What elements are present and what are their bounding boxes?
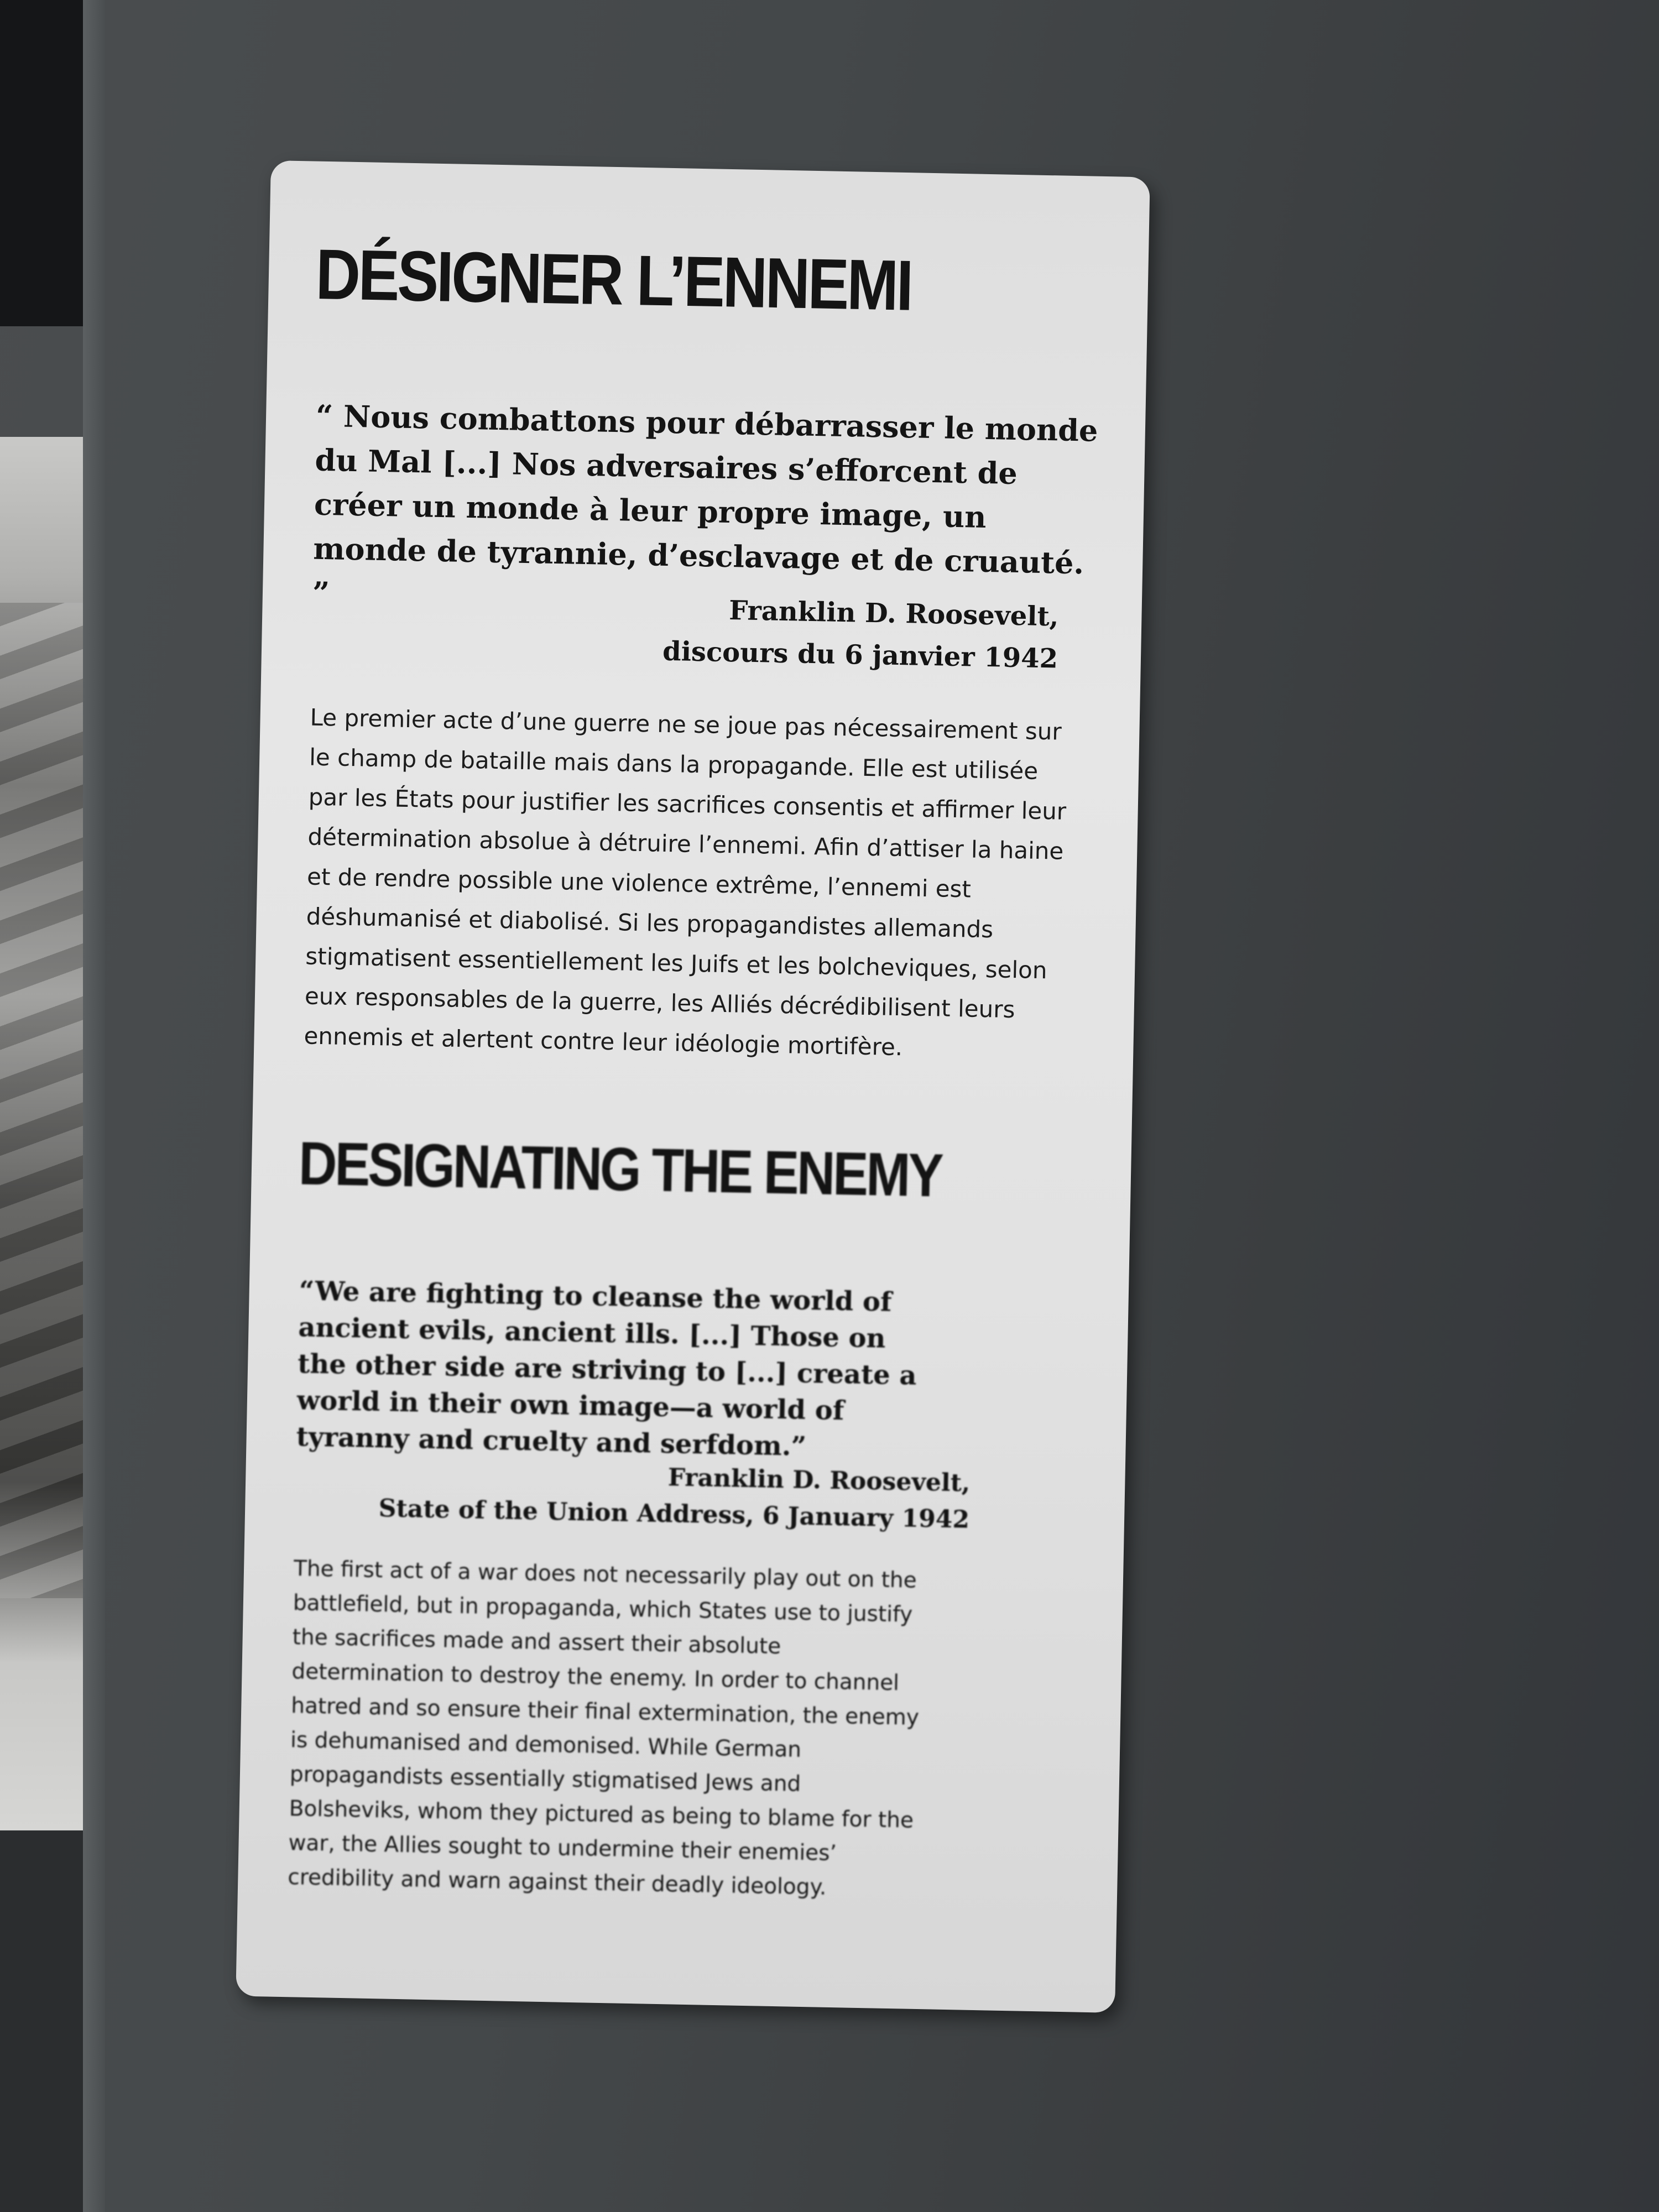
- attribution-en-source: State of the Union Address, 6 January 1942: [378, 1494, 970, 1534]
- panel-title-en: DESIGNATING THE ENEMY: [298, 1129, 942, 1210]
- pillar-edge: [83, 0, 105, 2212]
- panel-title-fr: DÉSIGNER L’ENNEMI: [315, 234, 912, 326]
- quote-fr: “ Nous combattons pour débarrasser le monde du Mal [...] Nos adversaires s’efforcent de créer un monde à leur propre image, un monde de tyrannie, d’esclavage et de cruauté. ”: [312, 398, 1099, 611]
- background-photograph: [0, 437, 97, 1830]
- body-text-fr: Le premier acte d’une guerre ne se joue pas nécessairement sur le champ de bataille mais dans la propagande. Elle est utilisée par les États pour justifier les sacrifices consentis et affirmer leur détermination absolue à détruire l’ennemi. Afin d’attiser la haine et de rendre possible une violence extrême, l’ennemi est déshumanisé et diabolisé. Si les propagandistes allemands stigmatisent essentiellement les Juifs et les bolcheviques, selon eux responsables de la guerre, les Alliés décrédibilisent leurs ennemis et alertent contre leur idéologie mortifère.: [304, 703, 1067, 1061]
- attribution-fr-source: discours du 6 janvier 1942: [662, 635, 1058, 675]
- attribution-fr: [662, 588, 1059, 680]
- photograph-crowd-detail: [0, 603, 97, 1598]
- dark-display-case: [0, 0, 83, 326]
- attribution-fr-name: Franklin D. Roosevelt,: [728, 595, 1059, 633]
- exhibit-info-panel: [236, 160, 1150, 2013]
- body-text-en: The first act of a war does not necessarily play out on the battlefield, but in propaganda, which States use to justify the sacrifices made and assert their absolute determination to destroy the enemy. In order to channel hatred and so ensure their final extermination, the enemy is dehumanised and demonised. While German propagandists essentially stigmatised Jews and Bolsheviks, whom they pictured as being to blame for the war, the Allies sought to undermine their enemies’ credibility and warn against their deadly ideology.: [287, 1556, 920, 1900]
- attribution-en: [378, 1454, 971, 1538]
- attribution-en-name: Franklin D. Roosevelt,: [667, 1463, 971, 1498]
- quote-en: “We are fighting to cleanse the world of ancient evils, ancient ills. [...] Those on the other side are striving to [...] create a world in their own image—a world of tyranny and cruelty and serfdom.”: [296, 1275, 917, 1463]
